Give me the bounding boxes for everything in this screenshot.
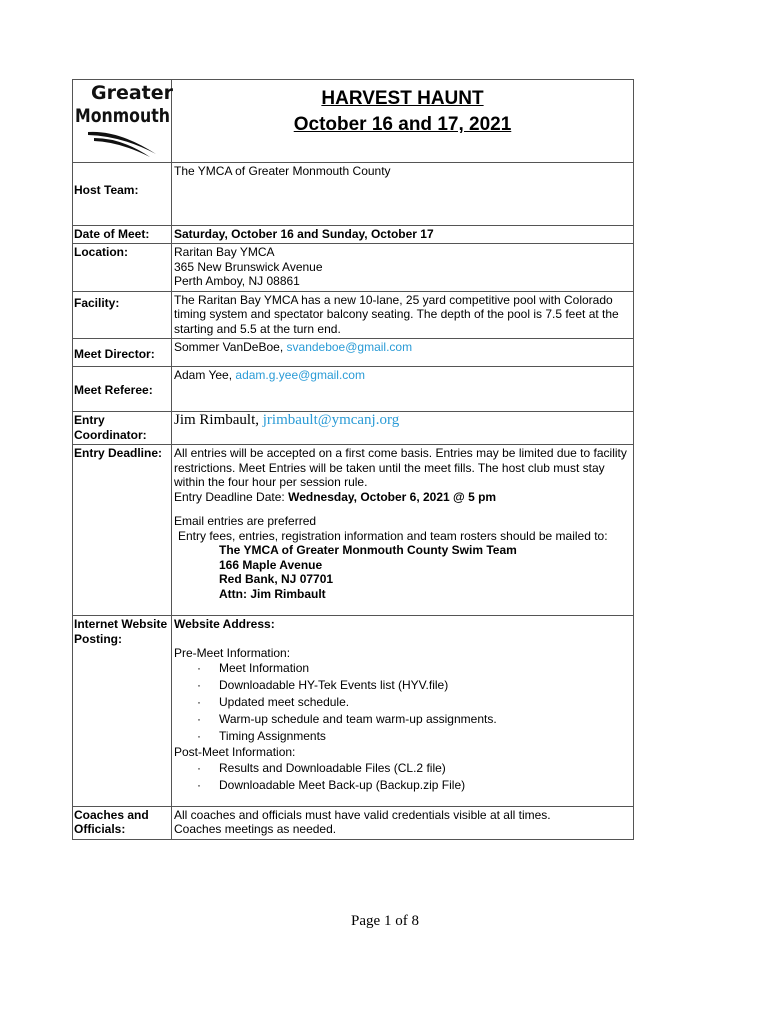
list-item: · Downloadable HY-Tek Events list (HYV.file) <box>174 677 631 694</box>
coaches-row <box>73 806 634 839</box>
entry-coordinator-row <box>73 412 634 445</box>
location-line: Perth Amboy, NJ 08861 <box>174 274 300 288</box>
coaches-line: Coaches meetings as needed. <box>174 822 337 836</box>
facility-row <box>73 291 634 339</box>
meet-info-table <box>72 79 634 840</box>
page-number: Page 1 of 8 <box>351 913 419 929</box>
location-label: Location: <box>73 244 172 292</box>
mail-instructions: Entry fees, entries, registration information and team rosters should be mailed to: <box>178 528 608 543</box>
entry-deadline-label: Entry Deadline: <box>73 445 172 616</box>
coaches-line: All coaches and officials must have valid credentials visible at all times. <box>174 807 551 822</box>
mail-address-line: The YMCA of Greater Monmouth County Swim Team <box>219 543 517 557</box>
referee-name: Adam Yee, <box>174 368 233 382</box>
coaches-value <box>172 806 634 839</box>
location-row <box>73 244 634 292</box>
list-item: · Downloadable Meet Back-up (Backup.zip File) <box>174 777 631 794</box>
header-row <box>73 80 634 163</box>
post-meet-label: Post-Meet Information: <box>174 745 296 759</box>
entry-coordinator-email-link[interactable]: jrimbault@ymcanj.org <box>262 412 400 428</box>
date-row <box>73 225 634 244</box>
meet-document <box>72 79 634 840</box>
director-row <box>73 339 634 367</box>
date-value: Saturday, October 16 and Sunday, October 17 <box>172 225 634 244</box>
director-name: Sommer VanDeBoe, <box>174 340 284 354</box>
logo-text-line1: Greater <box>91 82 174 104</box>
website-row <box>73 616 634 807</box>
entry-deadline-date <box>174 490 631 505</box>
logo-text-line2: Monmouth <box>75 105 170 127</box>
list-item: · Warm-up schedule and team warm-up assignments. <box>174 711 631 728</box>
director-label: Meet Director: <box>73 339 172 367</box>
entry-deadline-text: All entries will be accepted on a first come basis. Entries may be limited due to facility restrictions. Meet Entries will be taken until the meet fills. The host club must stay within the four hour per session rule. <box>174 446 627 489</box>
facility-label: Facility: <box>73 291 172 339</box>
host-label: Host Team: <box>73 162 172 225</box>
website-address-label: Website Address: <box>174 617 275 631</box>
location-value <box>172 244 634 292</box>
logo-cell <box>73 80 172 163</box>
logo-swoosh-icon <box>94 138 150 157</box>
director-email-link[interactable]: svandeboe@gmail.com <box>286 340 413 354</box>
entry-deadline-value <box>172 445 634 616</box>
deadline-date-label: Entry Deadline Date: <box>174 489 285 504</box>
meet-title: HARVEST HAUNT <box>321 88 484 109</box>
coaches-label: Coaches and Officials: <box>73 806 172 839</box>
location-line: 365 New Brunswick Avenue <box>174 259 323 274</box>
greater-monmouth-logo <box>74 80 174 158</box>
email-preference: Email entries are preferred <box>174 514 317 528</box>
pre-meet-label: Pre-Meet Information: <box>174 645 291 660</box>
location-line: Raritan Bay YMCA <box>174 245 275 259</box>
entry-coordinator-value <box>172 412 634 445</box>
facility-value: The Raritan Bay YMCA has a new 10-lane, 25 yard competitive pool with Colorado timing system and spectator balcony seating. The depth of the pool is 7.5 feet at the starting and 5.5 at the turn end. <box>172 291 634 339</box>
entry-coordinator-label: Entry Coordinator: <box>73 412 172 445</box>
director-value <box>172 339 634 367</box>
host-row <box>73 162 634 225</box>
entry-deadline-row <box>73 445 634 616</box>
mail-address-line: 166 Maple Avenue <box>219 557 323 572</box>
mail-address-line: Attn: Jim Rimbault <box>219 586 326 601</box>
website-value <box>172 616 634 807</box>
title-cell <box>172 80 634 163</box>
referee-email-link[interactable]: adam.g.yee@gmail.com <box>235 368 365 382</box>
deadline-date-value: Wednesday, October 6, 2021 @ 5 pm <box>288 489 497 504</box>
list-item: · Updated meet schedule. <box>174 694 631 711</box>
referee-row <box>73 367 634 412</box>
mail-address-line: Red Bank, NJ 07701 <box>219 572 334 586</box>
pre-meet-list <box>174 660 631 745</box>
list-item: · Results and Downloadable Files (CL.2 file) <box>174 760 631 777</box>
referee-value <box>172 367 634 412</box>
list-item: · Meet Information <box>174 660 631 677</box>
date-label: Date of Meet: <box>73 225 172 244</box>
list-item: · Timing Assignments <box>174 728 631 745</box>
referee-label: Meet Referee: <box>73 367 172 412</box>
post-meet-list <box>174 760 631 794</box>
website-label: Internet Website Posting: <box>73 616 172 807</box>
meet-dates: October 16 and 17, 2021 <box>293 114 512 135</box>
host-value: The YMCA of Greater Monmouth County <box>172 162 634 225</box>
entry-coordinator-name: Jim Rimbault, <box>174 412 260 428</box>
